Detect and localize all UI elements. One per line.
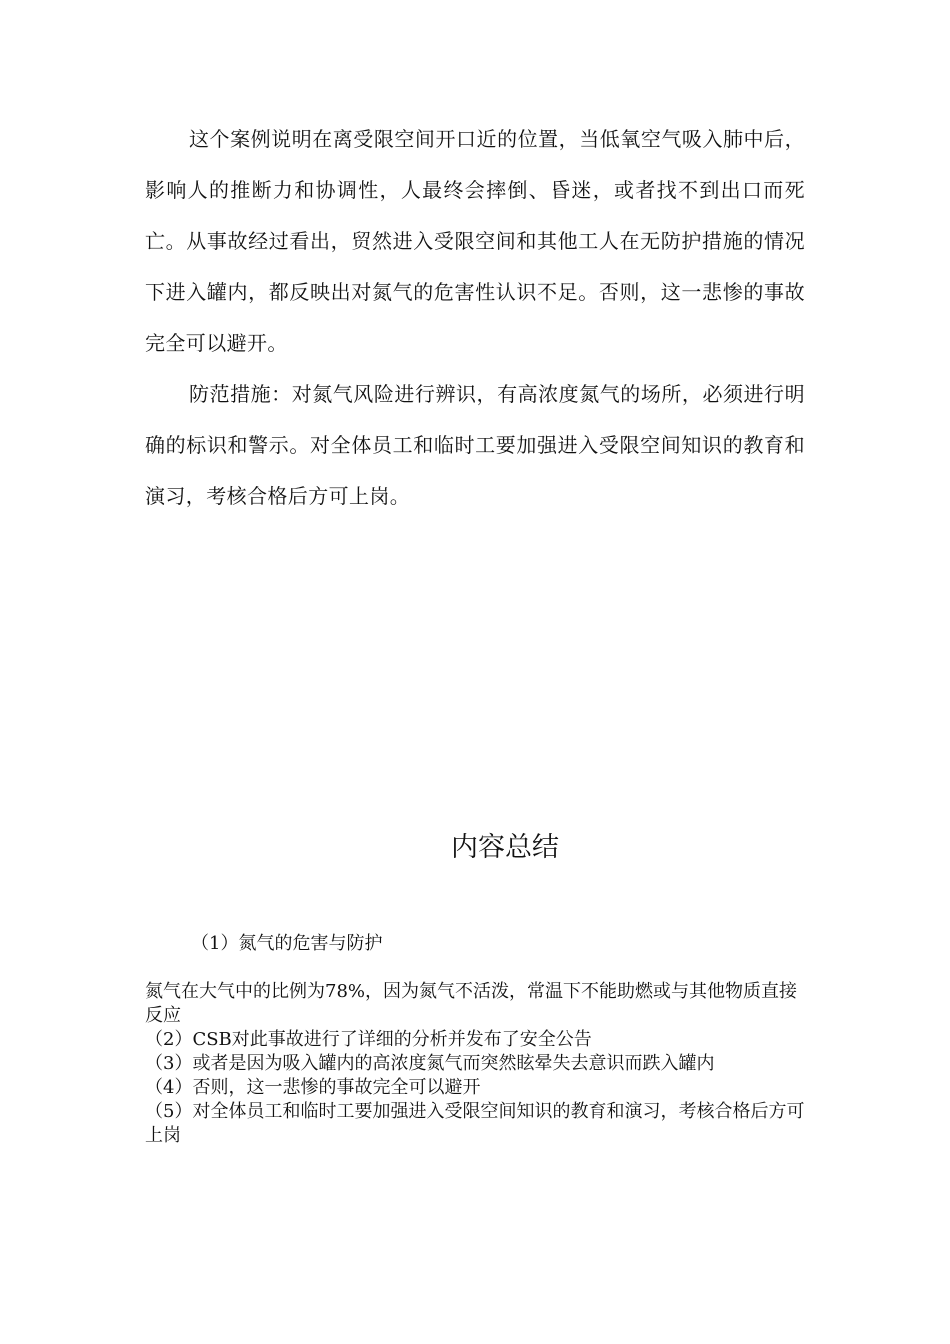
case-analysis-paragraph: 这个案例说明在离受限空间开口近的位置，当低氧空气吸入肺中后，影响人的推断力和协调性，人最终会摔倒、昏迷，或者找不到出口而死亡。从事故经过看出，贸然进入受限空间和其他工人在无防护措施的情况下进入罐内，都反映出对氮气的危害性认识不足。否则，这一悲惨的事故完全可以避开。 bbox=[145, 127, 805, 355]
summary-item: （3）或者是因为吸入罐内的高浓度氮气而突然眩晕失去意识而跌入罐内 bbox=[145, 1053, 715, 1074]
summary-section bbox=[145, 930, 805, 1148]
summary-item: 氮气在大气中的比例为78%，因为氮气不活泼，常温下不能助燃或与其他物质直接反应 bbox=[145, 981, 798, 1026]
summary-list bbox=[145, 980, 805, 1148]
summary-item: （4）否则，这一悲惨的事故完全可以避开 bbox=[145, 1077, 481, 1098]
summary-item: （5）对全体员工和临时工要加强进入受限空间知识的教育和演习，考核合格后方可上岗 bbox=[145, 1101, 805, 1146]
summary-heading: （1）氮气的危害与防护 bbox=[191, 933, 383, 954]
summary-item: （2）CSB对此事故进行了详细的分析并发布了安全公告 bbox=[145, 1029, 592, 1050]
body-text bbox=[145, 114, 805, 522]
summary-title: 内容总结 bbox=[451, 832, 559, 863]
prevention-measures-paragraph: 防范措施：对氮气风险进行辨识，有高浓度氮气的场所，必须进行明确的标识和警示。对全体员工和临时工要加强进入受限空间知识的教育和演习，考核合格后方可上岗。 bbox=[145, 382, 805, 508]
